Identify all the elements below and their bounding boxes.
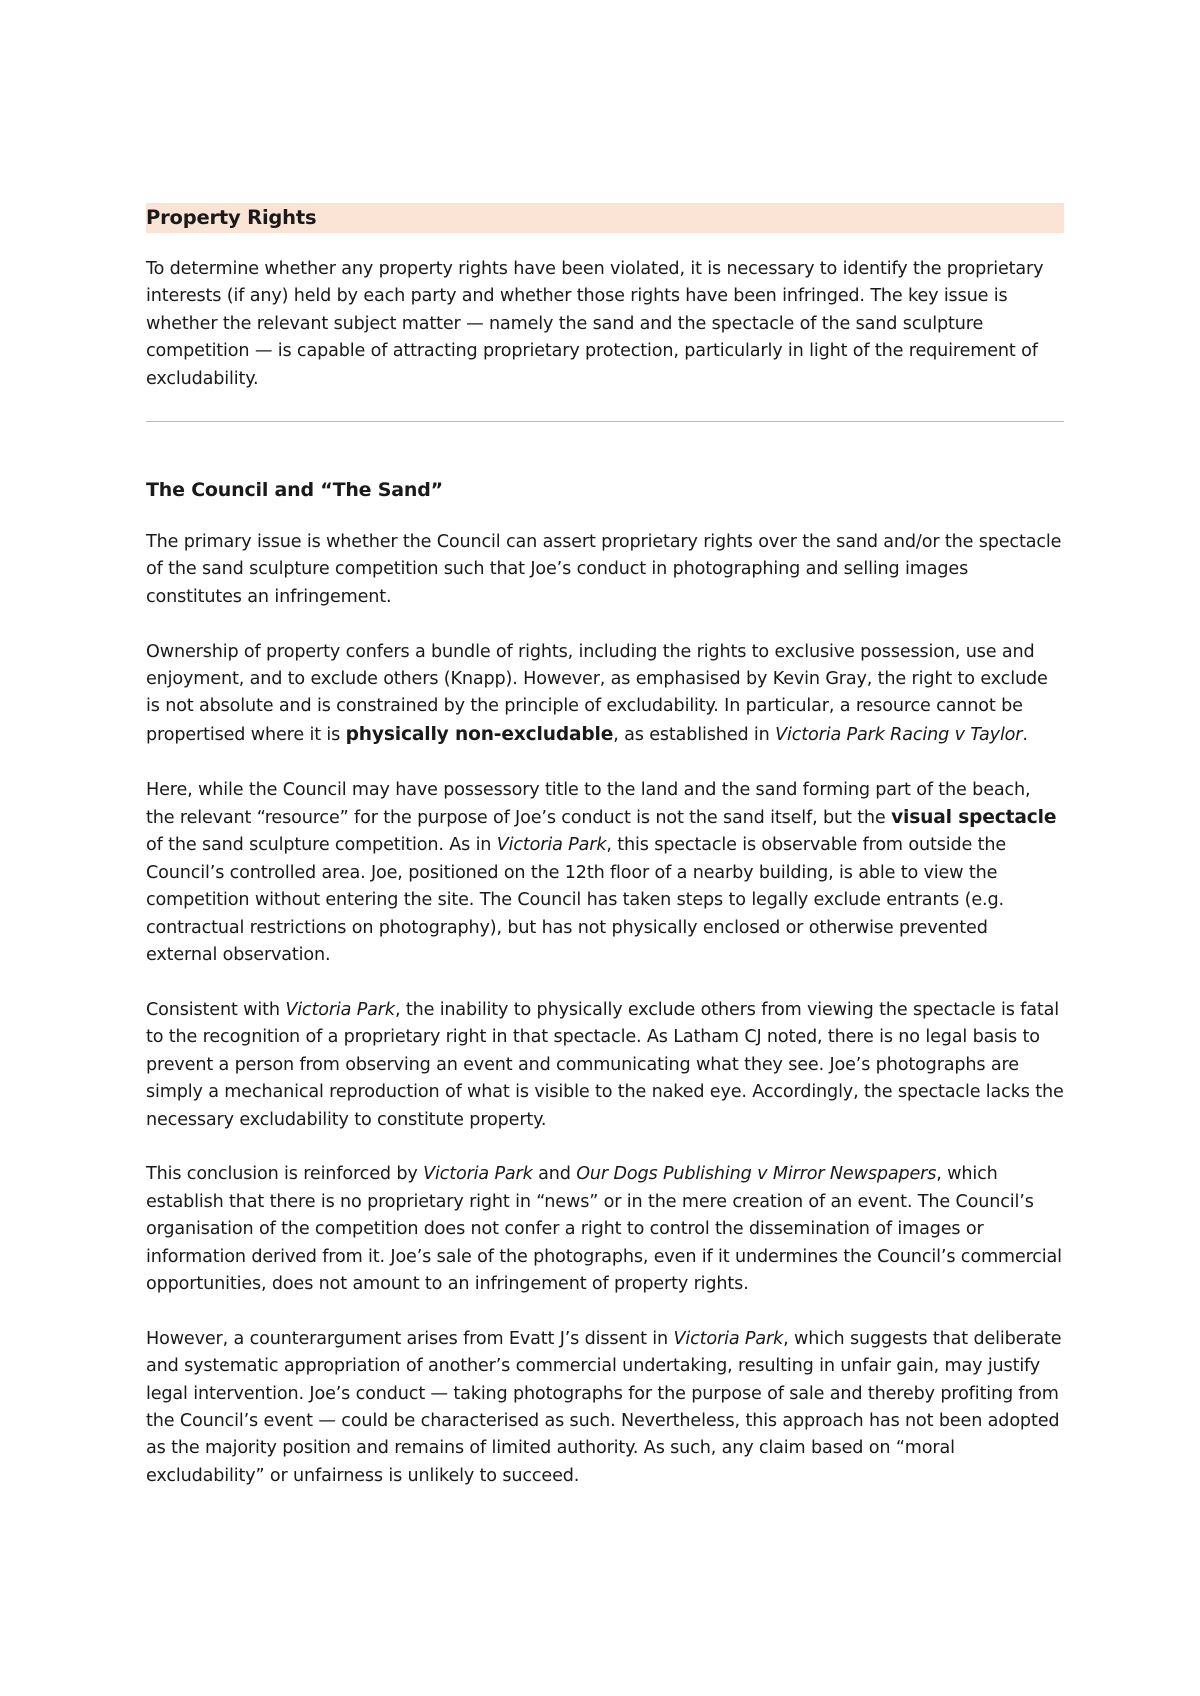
paragraph-resource — [146, 777, 1064, 970]
case-name: Victoria Park — [423, 1164, 533, 1185]
subsection-heading: The Council and “The Sand” — [146, 479, 443, 502]
horizontal-rule — [146, 421, 1064, 422]
text-run: . — [1022, 724, 1028, 745]
bold-text: visual spectacle — [891, 807, 1057, 829]
text-run: , the inability to physically exclude others from viewing the spectacle is fatal to the recognition of a proprietary right in that spectacle. As Latham CJ noted, there is no legal basis to prevent a person from observing an event and communicating what they see. Joe’s photographs are simply a mechanical reproduction of what is visible to the naked eye. Accordingly, the spectacle lacks the necessary excludability to constitute property. — [146, 999, 1064, 1130]
intro-paragraph: To determine whether any property rights have been violated, it is necessary to identify the proprietary interests (if any) held by each party and whether those rights have been infringed. The key issue is whether the relevant subject matter — namely the sand and the spectacle of the sand sculpture competition — is capable of attracting proprietary protection, particularly in light of the requirement of excludability. — [146, 259, 1044, 389]
text-run: However, a counterargument arises from Evatt J’s dissent in — [146, 1328, 674, 1349]
case-name: Victoria Park — [285, 999, 395, 1020]
text-run: This conclusion is reinforced by — [146, 1164, 424, 1185]
text-run: of the sand sculpture competition. As in — [146, 835, 497, 856]
text-run: Here, while the Council may have possessory title to the land and the sand forming part of the beach, the relevant “resource” for the purpose of Joe’s conduct is not the sand itself, but the — [146, 779, 1031, 829]
paragraph-ownership — [146, 639, 1064, 750]
text-run: , which establish that there is no proprietary right in “news” or in the mere creation of an event. The Council’s organisation of the competition does not confer a right to control the dissemination of images or information derived from it. Joe’s sale of the photographs, even if it undermines the Council’s commercial opportunities, does not amount to an infringement of property rights. — [146, 1164, 1062, 1294]
case-name: Victoria Park — [673, 1328, 784, 1349]
text-run: , which suggests that deliberate and systematic appropriation of another’s commercial undertaking, resulting in unfair gain, may justify legal intervention. Joe’s conduct — taking photographs for the purpose of sale and thereby profiting from the Council’s event — could be characterised as such. Nevertheless, this approach has not been adopted as the majority position and remains of limited authority. As such, any claim based on “moral excludability” or unfairness is unlikely to succeed. — [146, 1328, 1062, 1486]
text-run: , as established in — [613, 724, 776, 745]
text-run: and — [532, 1164, 577, 1185]
paragraph-counterargument — [146, 1326, 1064, 1490]
case-name: Victoria Park Racing v Taylor — [775, 724, 1023, 745]
text-run: Consistent with — [146, 999, 286, 1020]
document-page — [146, 203, 1064, 1490]
paragraph-primary-issue: The primary issue is whether the Council can assert proprietary rights over the sand and/or the spectacle of the sand sculpture competition such that Joe’s conduct in photographing and selling images constitutes an infringement. — [146, 532, 1062, 607]
bold-text: physically non-excludable — [345, 723, 614, 745]
section-heading-highlight — [146, 203, 1064, 233]
text-run: Ownership of property confers a bundle of rights, including the rights to exclusive possession, use and enjoyment, and to exclude others (Knapp). However, as emphasised by Kevin Gray, the right to exclude is not absolute and is constrained by the principle of excludability. In particular, a resource cannot be propertised where it is — [146, 641, 1048, 745]
case-name: Victoria Park — [496, 835, 607, 856]
paragraph-consistent — [146, 997, 1064, 1134]
case-name: Our Dogs Publishing v Mirror Newspapers — [576, 1164, 937, 1185]
section-heading: Property Rights — [146, 206, 317, 229]
text-run: , this spectacle is observable from outside the Council’s controlled area. Joe, positioned on the 12th floor of a nearby building, is able to view the competition without entering the site. The Council has taken steps to legally exclude entrants (e.g. contractual restrictions on photography), but has not physically enclosed or otherwise prevented external observation. — [146, 835, 1007, 966]
paragraph-reinforced — [146, 1161, 1064, 1298]
